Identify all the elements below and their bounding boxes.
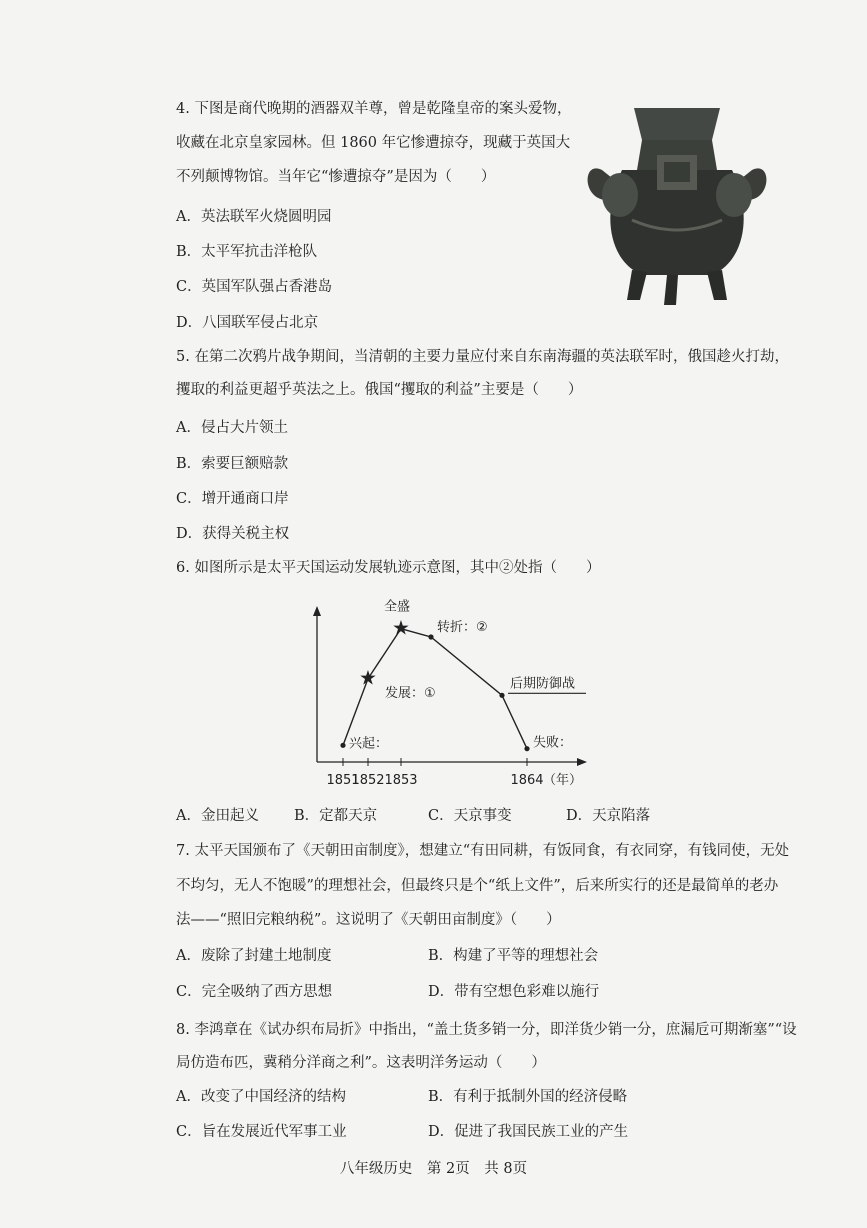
q4-option-a: A．英法联军火烧圆明园 <box>176 209 332 225</box>
q5-option-c: C．增开通商口岸 <box>176 491 289 507</box>
x-axis-arrow <box>577 758 587 766</box>
q4-stem-line3: 不列颠博物馆。当年它“惨遭掠夺”是因为（ ） <box>176 169 496 185</box>
q6-stem: 6. 如图所示是太平天国运动发展轨迹示意图，其中②处指（ ） <box>176 560 601 576</box>
label-peak: 全盛 <box>383 599 411 615</box>
q8-option-c: C．旨在发展近代军事工业 <box>176 1124 347 1140</box>
q7-option-b: B．构建了平等的理想社会 <box>428 948 599 964</box>
label-turn: 转折：② <box>437 620 488 635</box>
q8-option-d: D．促进了我国民族工业的产生 <box>428 1124 629 1140</box>
label-late-defense: 后期防御战 <box>510 676 576 692</box>
star-marker-1852: ★ <box>359 665 377 690</box>
label-rise: 兴起： <box>349 736 389 752</box>
q6-option-a: A．金田起义 <box>176 808 259 824</box>
point-1860 <box>499 693 504 698</box>
q5-option-b: B．索要巨额赔款 <box>176 456 289 472</box>
q7-option-a: A．废除了封建土地制度 <box>176 948 332 964</box>
label-fail: 失败： <box>533 735 573 751</box>
q6-option-b: B．定都天京 <box>294 808 378 824</box>
q8-stem-line2: 局仿造布匹，冀稍分洋商之利”。这表明洋务运动（ ） <box>176 1055 546 1071</box>
tick-label-1852: 1852 <box>351 773 385 788</box>
tick-label-1853: 1853 <box>384 773 418 788</box>
tick-label-1851: 1851 <box>326 773 360 788</box>
q8-option-b: B．有利于抵制外国的经济侵略 <box>428 1089 628 1105</box>
q6-option-c: C．天京事变 <box>428 808 512 824</box>
q7-option-d: D．带有空想色彩难以施行 <box>428 984 600 1000</box>
q8-stem-line1: 8. 李鸿章在《试办织布局折》中指出，“盖土货多销一分，即洋货少销一分，庶漏卮可期渐塞”“设 <box>176 1022 797 1038</box>
label-develop: 发展：① <box>385 686 436 701</box>
taiping-chart <box>305 592 605 792</box>
point-1856 <box>428 634 433 639</box>
q5-option-d: D．获得关税主权 <box>176 526 290 542</box>
q6-option-d: D．天京陷落 <box>566 808 651 824</box>
q4-stem-line2: 收藏在北京皇家园林。但 1860 年它惨遭掠夺，现藏于英国大 <box>176 135 571 151</box>
x-axis-unit: （年） <box>543 773 583 788</box>
point-1851 <box>340 743 345 748</box>
q7-stem-line3: 法——“照旧完粮纳税”。这说明了《天朝田亩制度》（ ） <box>176 912 561 928</box>
q5-stem-line1: 5. 在第二次鸦片战争期间，当清朝的主要力量应付来自东南海疆的英法联军时，俄国趁火打劫， <box>176 349 789 365</box>
q8-option-a: A．改变了中国经济的结构 <box>176 1089 346 1105</box>
q4-option-c: C．英国军队强占香港岛 <box>176 279 333 295</box>
q5-option-a: A．侵占大片领土 <box>176 420 288 436</box>
q7-stem-line2: 不均匀，无人不饱暖”的理想社会，但最终只是个“纸上文件”，后来所实行的还是最简单的老办 <box>176 878 779 894</box>
page-footer: 八年级历史 第 2页 共 8页 <box>339 1161 528 1177</box>
point-1864 <box>524 746 529 751</box>
q4-option-b: B．太平军抗击洋枪队 <box>176 244 318 260</box>
double-ram-zun-image <box>572 100 782 310</box>
y-axis-arrow <box>313 606 321 616</box>
tick-label-1864: 1864 <box>510 773 544 788</box>
q4-option-d: D．八国联军侵占北京 <box>176 315 319 331</box>
q5-stem-line2: 攫取的利益更超乎英法之上。俄国“攫取的利益”主要是（ ） <box>176 382 583 398</box>
star-marker-1853: ★ <box>392 615 410 640</box>
q7-stem-line1: 7. 太平天国颁布了《天朝田亩制度》，想建立“有田同耕，有饭同食，有衣同穿，有钱同使，无处 <box>176 843 790 859</box>
q4-stem-line1: 4. 下图是商代晚期的酒器双羊尊，曾是乾隆皇帝的案头爱物， <box>176 101 572 117</box>
q7-option-c: C．完全吸纳了西方思想 <box>176 984 333 1000</box>
